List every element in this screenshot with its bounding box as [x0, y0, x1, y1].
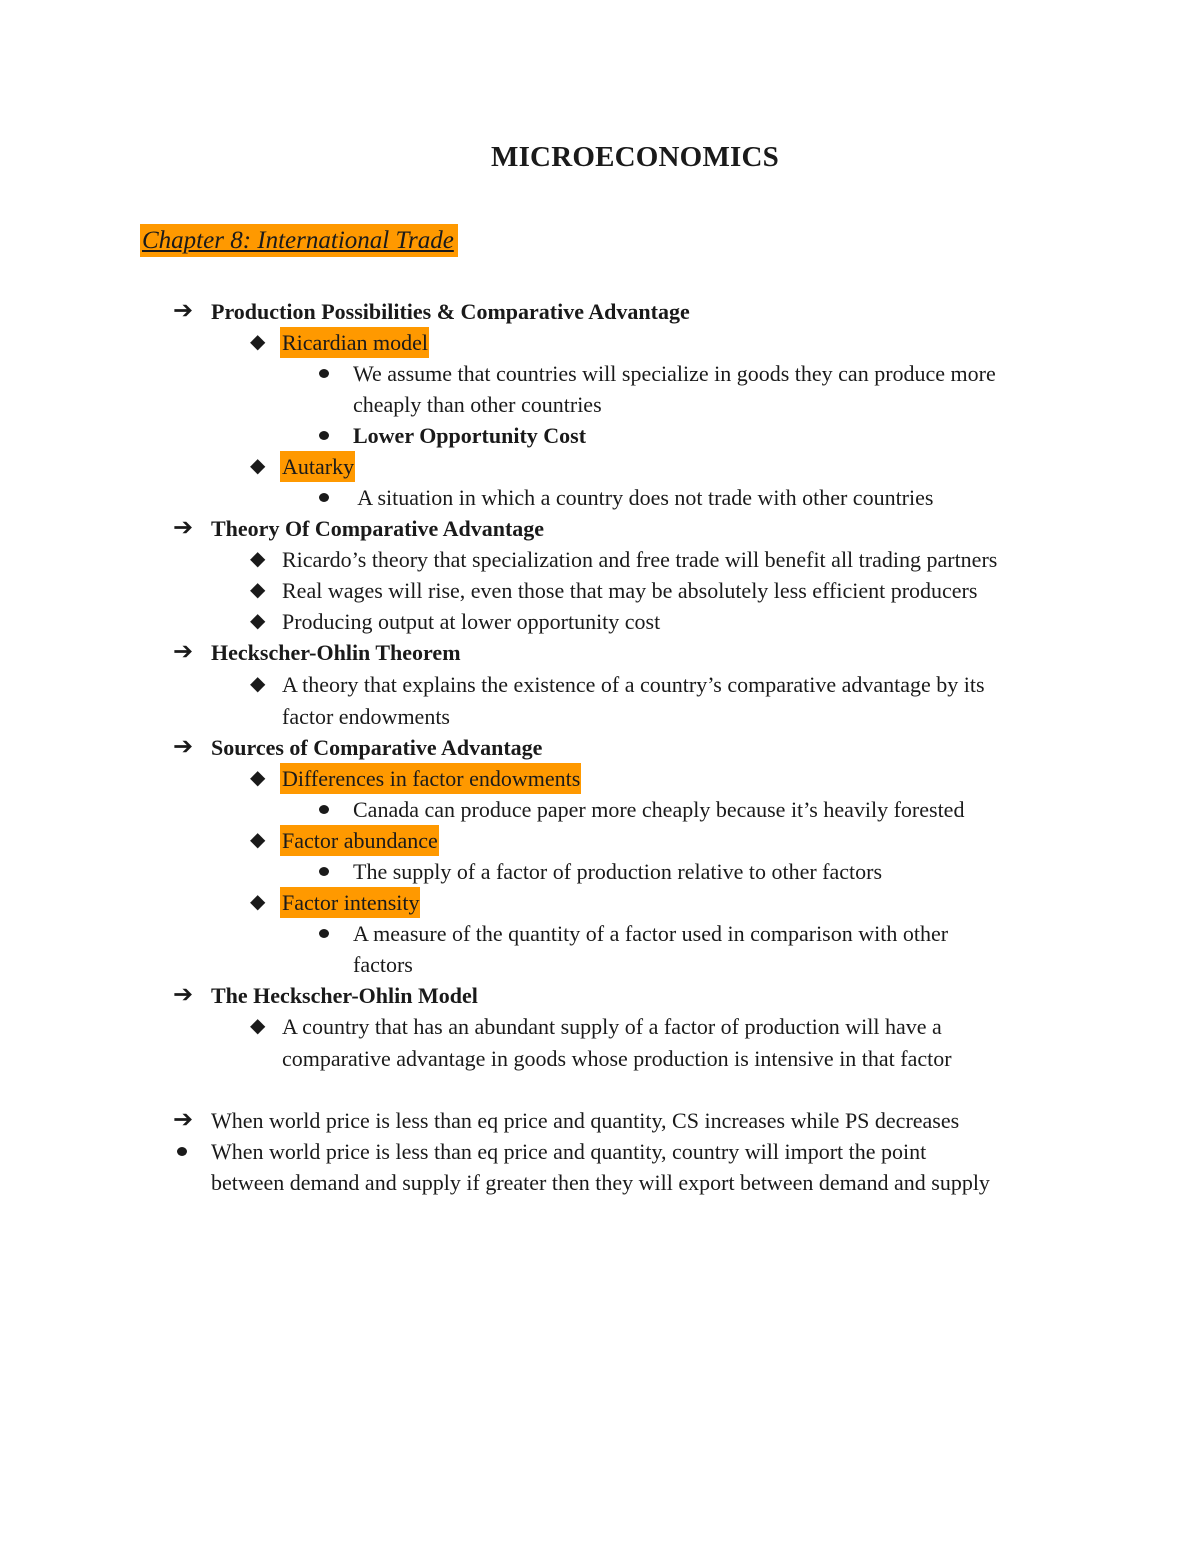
section-heading: The Heckscher-Ohlin Model [211, 983, 478, 1008]
point-text: Ricardo’s theory that specialization and free trade will benefit all trading partners [282, 547, 998, 572]
arrow-icon: ➔ [173, 1107, 194, 1133]
diamond-icon: ◆ [250, 673, 266, 695]
arrow-icon: ➔ [173, 298, 194, 324]
definition-text: A measure of the quantity of a factor used in comparison with other [353, 921, 949, 946]
bullet-dot-icon [319, 482, 329, 513]
diamond-icon: ◆ [250, 767, 266, 789]
diamond-icon: ◆ [250, 331, 266, 353]
diamond-icon: ◆ [250, 579, 266, 601]
bold-term: Lower Opportunity Cost [353, 423, 587, 448]
highlighted-term: Autarky [280, 451, 355, 482]
highlighted-term: Factor intensity [280, 887, 420, 918]
diamond-icon: ◆ [250, 610, 266, 632]
definition-text: We assume that countries will specialize in goods they can produce more [353, 361, 996, 386]
bullet-dot-icon [177, 1136, 187, 1167]
arrow-icon: ➔ [173, 515, 194, 541]
section-heading: Sources of Comparative Advantage [211, 735, 543, 760]
highlighted-term: Differences in factor endowments [280, 763, 581, 794]
arrow-icon: ➔ [173, 982, 194, 1008]
point-text: Producing output at lower opportunity cost [282, 609, 661, 634]
bullet-dot-icon [319, 856, 329, 887]
arrow-icon: ➔ [173, 734, 194, 760]
bullet-dot-icon [319, 420, 329, 451]
definition-text: factors [353, 952, 413, 977]
section-heading: Theory Of Comparative Advantage [211, 516, 545, 541]
bullet-dot-icon [319, 918, 329, 949]
note-text: When world price is less than eq price and quantity, CS increases while PS decreases [211, 1108, 960, 1133]
section-heading: Heckscher-Ohlin Theorem [211, 640, 461, 665]
point-text: factor endowments [282, 704, 450, 729]
page-title: MICROECONOMICS [491, 141, 779, 173]
note-text: When world price is less than eq price and quantity, country will import the point [211, 1139, 927, 1164]
highlighted-term: Ricardian model [280, 327, 429, 358]
bullet-dot-icon [319, 794, 329, 825]
point-text: Real wages will rise, even those that may be absolutely less efficient producers [282, 578, 978, 603]
chapter-heading: Chapter 8: International Trade [140, 224, 458, 257]
definition-text: The supply of a factor of production relative to other factors [353, 859, 883, 884]
point-text: comparative advantage in goods whose production is intensive in that factor [282, 1046, 952, 1071]
diamond-icon: ◆ [250, 1015, 266, 1037]
arrow-icon: ➔ [173, 639, 194, 665]
point-text: A theory that explains the existence of a country’s comparative advantage by its [282, 672, 985, 697]
section-heading: Production Possibilities & Comparative Advantage [211, 299, 690, 324]
definition-text: cheaply than other countries [353, 392, 602, 417]
definition-text: A situation in which a country does not trade with other countries [353, 485, 934, 510]
diamond-icon: ◆ [250, 829, 266, 851]
diamond-icon: ◆ [250, 891, 266, 913]
diamond-icon: ◆ [250, 548, 266, 570]
diamond-icon: ◆ [250, 455, 266, 477]
highlighted-term: Factor abundance [280, 825, 439, 856]
definition-text: Canada can produce paper more cheaply because it’s heavily forested [353, 797, 965, 822]
note-text: between demand and supply if greater then they will export between demand and supply [211, 1170, 990, 1195]
point-text: A country that has an abundant supply of a factor of production will have a [282, 1014, 942, 1039]
bullet-dot-icon [319, 358, 329, 389]
